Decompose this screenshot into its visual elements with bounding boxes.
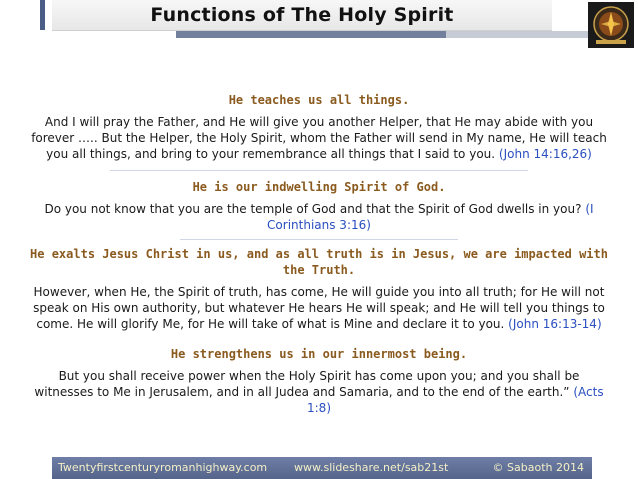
scripture-text: And I will pray the Father, and He will give you another Helper, that He may abide with you forever ….. But the Helper, the Holy Spirit, whom the Father will send in My name, He will teach you all things, and bring to your remembrance all things that I said to you. [31, 115, 607, 161]
scripture-reference: (Acts 1:8) [307, 385, 604, 415]
scripture-reference: (John 16:13-14) [508, 317, 602, 331]
section-divider [110, 170, 528, 171]
scripture-text: However, when He, the Spirit of truth, has come, He will guide you into all truth; for He will not speak on His own authority, but whatever He hears He will speak; and He will tell you things to come. He will glorify Me, for He will take of what is Mine and declare it to you. [33, 285, 605, 331]
scripture-text: Do you not know that you are the temple of God and that the Spirit of God dwells in you? [44, 202, 582, 216]
section-body [30, 368, 608, 416]
section-body [30, 201, 608, 233]
section-heading: He teaches us all things. [228, 93, 410, 107]
title-accent-bar [40, 0, 45, 30]
section-body [30, 114, 608, 162]
title-underline-light [446, 31, 596, 38]
section-body [30, 284, 608, 332]
section-divider [180, 239, 458, 240]
footer-website: Twentyfirstcenturyromanhighway.com [58, 461, 268, 474]
section-gap [30, 332, 608, 346]
section-heading: He strengthens us in our innermost being. [170, 347, 468, 361]
content-area [30, 92, 608, 416]
scripture-text: But you shall receive power when the Holy Spirit has come upon you; and you shall be witnesses to Me in Jerusalem, and in all Judea and Samaria, and to the end of the earth.” [34, 369, 580, 399]
footer-bar [52, 457, 592, 479]
title-underline-dark [176, 31, 446, 38]
section-heading: He exalts Jesus Christ in us, and as all truth is in Jesus, we are impacted with the Truth. [30, 247, 608, 277]
slide-title: Functions of The Holy Spirit [150, 4, 454, 26]
sabaoth-logo-icon [588, 2, 634, 48]
footer-copyright: © Sabaoth 2014 [492, 461, 584, 474]
section-heading: He is our indwelling Spirit of God. [192, 180, 446, 194]
scripture-reference: (John 14:16,26) [498, 147, 592, 161]
footer-slideshare-url: www.slideshare.net/sab21st [294, 461, 449, 474]
scripture-reference: (I Corinthians 3:16) [267, 202, 594, 232]
